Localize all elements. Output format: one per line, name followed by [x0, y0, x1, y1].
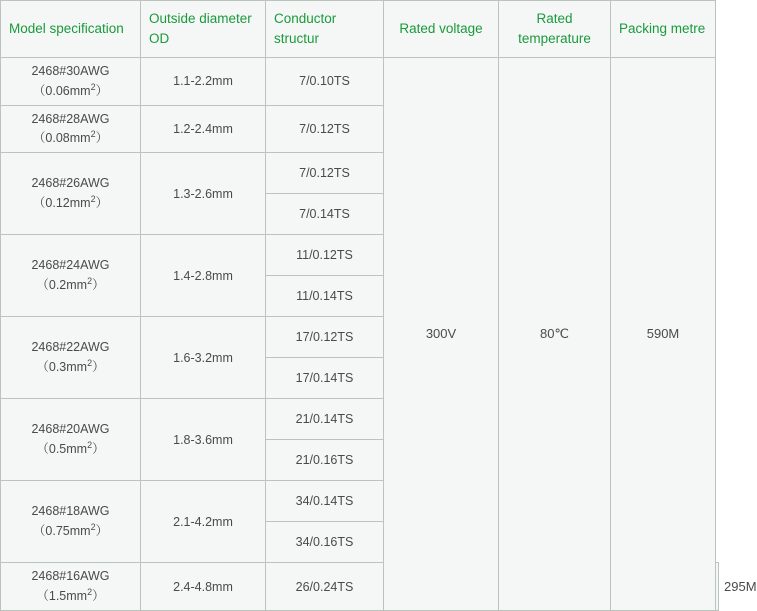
conductor-structure-cell: 34/0.14TS [266, 481, 384, 522]
model-specification-cell [1, 563, 141, 611]
column-header-conductor-structure: Conductor structur [266, 1, 384, 58]
model-specification-cell [1, 317, 141, 399]
conductor-structure-cell: 7/0.12TS [266, 105, 384, 153]
outside-diameter-cell: 2.1-4.2mm [141, 481, 266, 563]
model-specification-cell [1, 58, 141, 106]
table-body [1, 58, 757, 611]
model-name: 2468#20AWG [31, 422, 110, 437]
column-header-model-specification: Model specification [1, 1, 141, 58]
model-area: $(0.12mm^2)$ [32, 194, 109, 211]
conductor-structure-cell: 34/0.16TS [266, 522, 384, 563]
model-area: $(0.3mm^2)$ [36, 358, 105, 375]
conductor-structure-cell: 26/0.24TS [266, 563, 384, 611]
conductor-structure-cell: 21/0.14TS [266, 399, 384, 440]
model-specification-cell [1, 481, 141, 563]
table-header [1, 1, 719, 58]
model-specification-cell [1, 153, 141, 235]
model-area: $(0.08mm^2)$ [32, 129, 109, 146]
outside-diameter-cell: 1.2-2.4mm [141, 105, 266, 153]
model-name: 2468#22AWG [31, 340, 110, 355]
outside-diameter-cell: 1.8-3.6mm [141, 399, 266, 481]
packing-metre-cell-295: 295M [716, 563, 719, 611]
model-specification-cell [1, 399, 141, 481]
model-area: $(1.5mm^2)$ [36, 587, 105, 604]
model-name: 2468#30AWG [31, 64, 110, 78]
conductor-structure-cell: 17/0.12TS [266, 317, 384, 358]
outside-diameter-cell: 1.3-2.6mm [141, 153, 266, 235]
conductor-structure-cell: 7/0.12TS [266, 153, 384, 194]
outside-diameter-cell: 1.4-2.8mm [141, 235, 266, 317]
rated-temperature-cell: 80℃ [499, 58, 611, 611]
table-header-row [1, 1, 719, 58]
model-name: 2468#26AWG [31, 176, 110, 191]
model-specification-cell [1, 235, 141, 317]
outside-diameter-cell: 2.4-4.8mm [141, 563, 266, 611]
outside-diameter-cell: 1.1-2.2mm [141, 58, 266, 106]
column-header-rated-voltage: Rated voltage [384, 1, 499, 58]
outside-diameter-cell: 1.6-3.2mm [141, 317, 266, 399]
model-area: $(0.2mm^2)$ [36, 276, 105, 293]
rated-voltage-cell: 300V [384, 58, 499, 611]
packing-metre-cell-590: 590M [611, 58, 716, 611]
model-area: $(0.5mm^2)$ [36, 440, 105, 457]
model-name: 2468#28AWG [31, 111, 110, 126]
conductor-structure-cell: 7/0.10TS [266, 58, 384, 106]
conductor-structure-cell: 17/0.14TS [266, 358, 384, 399]
model-area: $(0.06mm^2)$ [32, 81, 109, 98]
conductor-structure-cell: 7/0.14TS [266, 194, 384, 235]
column-header-outside-diameter: Outside diameter OD [141, 1, 266, 58]
column-header-rated-temperature: Rated temperature [499, 1, 611, 58]
model-name: 2468#24AWG [31, 258, 110, 273]
model-specification-cell [1, 105, 141, 153]
conductor-structure-cell: 21/0.16TS [266, 440, 384, 481]
conductor-structure-cell: 11/0.12TS [266, 235, 384, 276]
model-area: $(0.75mm^2)$ [32, 522, 109, 539]
column-header-packing-metre: Packing metre [611, 1, 716, 58]
table-row [1, 58, 719, 106]
conductor-structure-cell: 11/0.14TS [266, 276, 384, 317]
model-name: 2468#16AWG [31, 569, 110, 584]
model-name: 2468#18AWG [31, 504, 110, 519]
